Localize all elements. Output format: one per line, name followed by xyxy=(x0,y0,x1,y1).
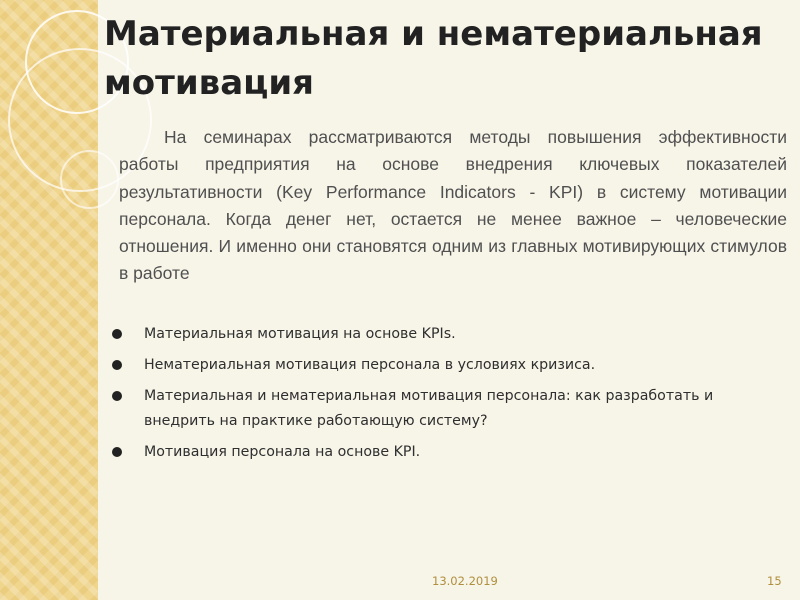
footer-date: 13.02.2019 xyxy=(432,574,498,588)
list-item xyxy=(112,440,782,465)
list-item-text: Материальная мотивация на основе KPIs. xyxy=(144,326,456,342)
lead-paragraph: На семинарах рассматриваются методы повышения эффективности работы предприятия на основе внедрения ключевых показателей результативности (Key Performance Indicators - KPI) в систему мотивации персонала. Когда денег нет, остается не менее важное – человеческие отношения. И именно они становятся одним из главных мотивирующих стимулов в работе xyxy=(119,127,787,284)
bullet-icon xyxy=(112,391,122,401)
slide-title: Материальная и нематериальная мотивация xyxy=(104,14,763,103)
bullet-icon xyxy=(112,329,122,339)
list-item-text: Мотивация персонала на основе KPI. xyxy=(144,444,421,460)
page-number: 15 xyxy=(767,574,782,588)
bullet-icon xyxy=(112,360,122,370)
list-item xyxy=(112,353,782,378)
topic-list xyxy=(112,322,782,471)
decorative-ring xyxy=(60,150,119,209)
bullet-icon xyxy=(112,447,122,457)
list-item-text: Материальная и нематериальная мотивация персонала: как разработать и внедрить на практике работающую систему? xyxy=(144,388,714,429)
list-item xyxy=(112,322,782,347)
list-item xyxy=(112,384,782,434)
list-item-text: Нематериальная мотивация персонала в условиях кризиса. xyxy=(144,357,596,373)
